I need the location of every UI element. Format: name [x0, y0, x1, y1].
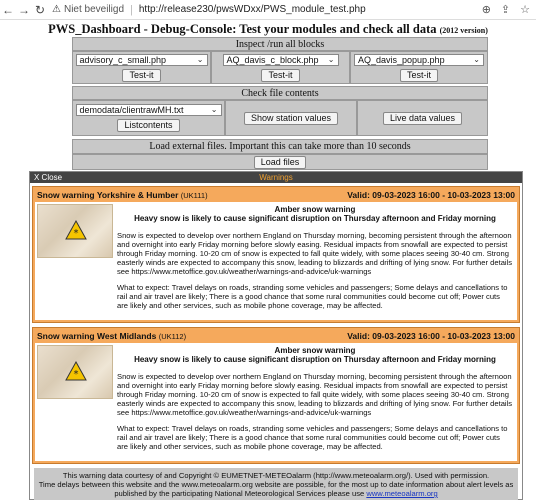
test-it-button-1[interactable]: Test-it [122, 69, 160, 82]
warnings-body [30, 183, 522, 500]
warning-card-content [35, 343, 517, 461]
footer-notice [38, 480, 514, 498]
warning-valid: Valid: 09-03-2023 16:00 - 10-03-2023 13:00 [347, 330, 515, 341]
insecure-label[interactable]: Niet beveiligd [63, 4, 125, 15]
page-version: (2012 version) [439, 26, 488, 35]
warnings-titlebar [30, 172, 522, 183]
address-field[interactable]: http://release230/pwsWDxx/PWS_module_test.php [138, 4, 366, 15]
module-select-3-value: AQ_davis_popup.php [358, 54, 445, 65]
page-title-text: PWS_Dashboard - Debug-Console: Test your modules and check all data [48, 22, 437, 36]
external-grid [72, 154, 488, 170]
warning-headline: Amber snow warning [274, 205, 356, 214]
bookmark-star-icon[interactable]: ☆ [520, 4, 530, 16]
listcontents-button[interactable]: Listcontents [117, 119, 179, 132]
close-button[interactable]: X Close [34, 173, 63, 182]
check-heading: Check file contents [72, 86, 488, 100]
inspect-cell-1 [72, 51, 211, 84]
warning-subheadline: Heavy snow is likely to cause significant disruption on Thursday afternoon and Friday morning [134, 355, 496, 364]
module-select-1[interactable] [76, 54, 208, 66]
warning-card-content [35, 202, 517, 320]
warning-region [37, 331, 186, 341]
module-select-3[interactable] [354, 54, 484, 66]
page-title [0, 22, 536, 37]
forward-icon[interactable]: → [18, 2, 30, 17]
live-data-values-button[interactable]: Live data values [383, 112, 462, 125]
meteoalarm-link[interactable]: www.meteoalarm.org [366, 489, 438, 498]
share-icon[interactable]: ⇪ [500, 4, 511, 16]
check-cell-live [357, 100, 488, 136]
inspect-cell-2 [211, 51, 350, 84]
chevron-down-icon: ⌄ [210, 105, 218, 114]
warning-region-text: Snow warning West Midlands [37, 330, 157, 341]
module-select-1-value: advisory_c_small.php [79, 54, 167, 65]
svg-text:*: * [73, 369, 79, 380]
warning-valid: Valid: 09-03-2023 16:00 - 10-03-2023 13:00 [347, 189, 515, 200]
check-cell-station [225, 100, 357, 136]
inspect-grid [72, 51, 488, 84]
warning-card-header [33, 328, 519, 343]
external-heading: Load external files. Important this can take more than 10 seconds [72, 139, 488, 154]
warning-card [32, 327, 520, 464]
warning-icon-cell [35, 343, 115, 461]
svg-text:*: * [73, 228, 79, 239]
footer-notice-text: Time delays between this website and the www.meteoalarm.org website are possible, for the most up to date information about alert levels as published by the participating National Meteorological Services please use [38, 480, 514, 498]
external-cell [72, 154, 488, 170]
url-separator: | [130, 3, 133, 16]
module-select-2-value: AQ_davis_c_block.php [226, 54, 319, 65]
warning-text [115, 343, 517, 461]
load-files-button[interactable]: Load files [254, 156, 307, 169]
warning-headline: Amber snow warning [274, 346, 356, 355]
warning-description: Snow is expected to develop over northern England on Thursday morning, becoming persistent through the afternoon and overnight into early Friday morning before slowly easing. Residual impacts from snowfall are expected to persist through Friday morning. 10-20 cm of snow is expected to fall quite widely, with some places seeing 30-40 cm. Strong easterly winds are expected to accompany this snow, leading to blizzards and drifting of lying snow. For further details see https://www.metoffice.gov.uk/weather/warnings-and-advice/uk-warnings [117, 231, 513, 276]
warning-icon[interactable]: ⚠ [52, 4, 61, 15]
check-cell-file [72, 100, 225, 136]
test-it-button-3[interactable]: Test-it [400, 69, 438, 82]
warning-region [37, 190, 208, 200]
warning-code: (UK111) [180, 190, 208, 200]
snow-warning-icon [37, 204, 113, 258]
chevron-down-icon: ⌄ [473, 54, 480, 64]
module-select-2[interactable] [223, 54, 339, 66]
zoom-icon[interactable]: ⊕ [481, 4, 491, 16]
file-select[interactable] [76, 104, 222, 116]
warning-card-header [33, 187, 519, 202]
chevron-down-icon: ⌄ [327, 54, 335, 64]
warning-description: Snow is expected to develop over northern England on Thursday morning, becoming persistent through the afternoon and overnight into early Friday morning before slowly easing. Residual impacts from snowfall are expected to persist through Friday morning. 10-20 cm of snow is expected to fall quite widely, with some places seeing 30-40 cm. Strong easterly winds are expected to accompany this snow, leading to blizzards and drifting of lying snow. For further details see https://www.metoffice.gov.uk/weather/warnings-and-advice/uk-warnings [117, 372, 513, 417]
browser-url-bar [0, 0, 536, 20]
warning-card [32, 186, 520, 323]
warning-expectations: What to expect: Travel delays on roads, stranding some vehicles and passengers; Some delays and cancellations to rail and air travel are likely; There is a good chance that some rural communities could become cut off; Power cuts are likely and other services, such as mobile phone coverage, may be affected. [117, 283, 508, 310]
footer-copyright: This warning data courtesy of and Copyright © EUMETNET-METEOalarm (http://www.meteoalarm.org/). Used with permission. [62, 471, 490, 480]
warning-subheadline: Heavy snow is likely to cause significant disruption on Thursday afternoon and Friday morning [134, 214, 496, 223]
toolbar-icons [482, 3, 530, 16]
chevron-down-icon: ⌄ [196, 54, 204, 64]
warning-icon-cell [35, 202, 115, 320]
warnings-footer [34, 468, 518, 500]
warnings-popup [29, 171, 523, 500]
snow-warning-icon [37, 345, 113, 399]
warnings-title: Warnings [259, 173, 293, 182]
inspect-cell-3 [350, 51, 488, 84]
warning-expectations: What to expect: Travel delays on roads, stranding some vehicles and passengers; Some delays and cancellations to rail and air travel are likely; There is a good chance that some rural communities could become cut off; Power cuts are likely and other services, such as mobile phone coverage, may be affected. [117, 424, 508, 451]
check-grid [72, 100, 488, 136]
back-icon[interactable]: ← [2, 2, 14, 17]
warning-region-text: Snow warning Yorkshire & Humber [37, 189, 179, 200]
show-station-values-button[interactable]: Show station values [244, 112, 338, 125]
reload-icon[interactable]: ↻ [34, 2, 46, 17]
inspect-heading: Inspect /run all blocks [72, 37, 488, 51]
test-it-button-2[interactable]: Test-it [261, 69, 299, 82]
warning-code: (UK112) [158, 331, 187, 341]
file-select-value: demodata/clientrawMH.txt [79, 105, 184, 115]
warning-text [115, 202, 517, 320]
